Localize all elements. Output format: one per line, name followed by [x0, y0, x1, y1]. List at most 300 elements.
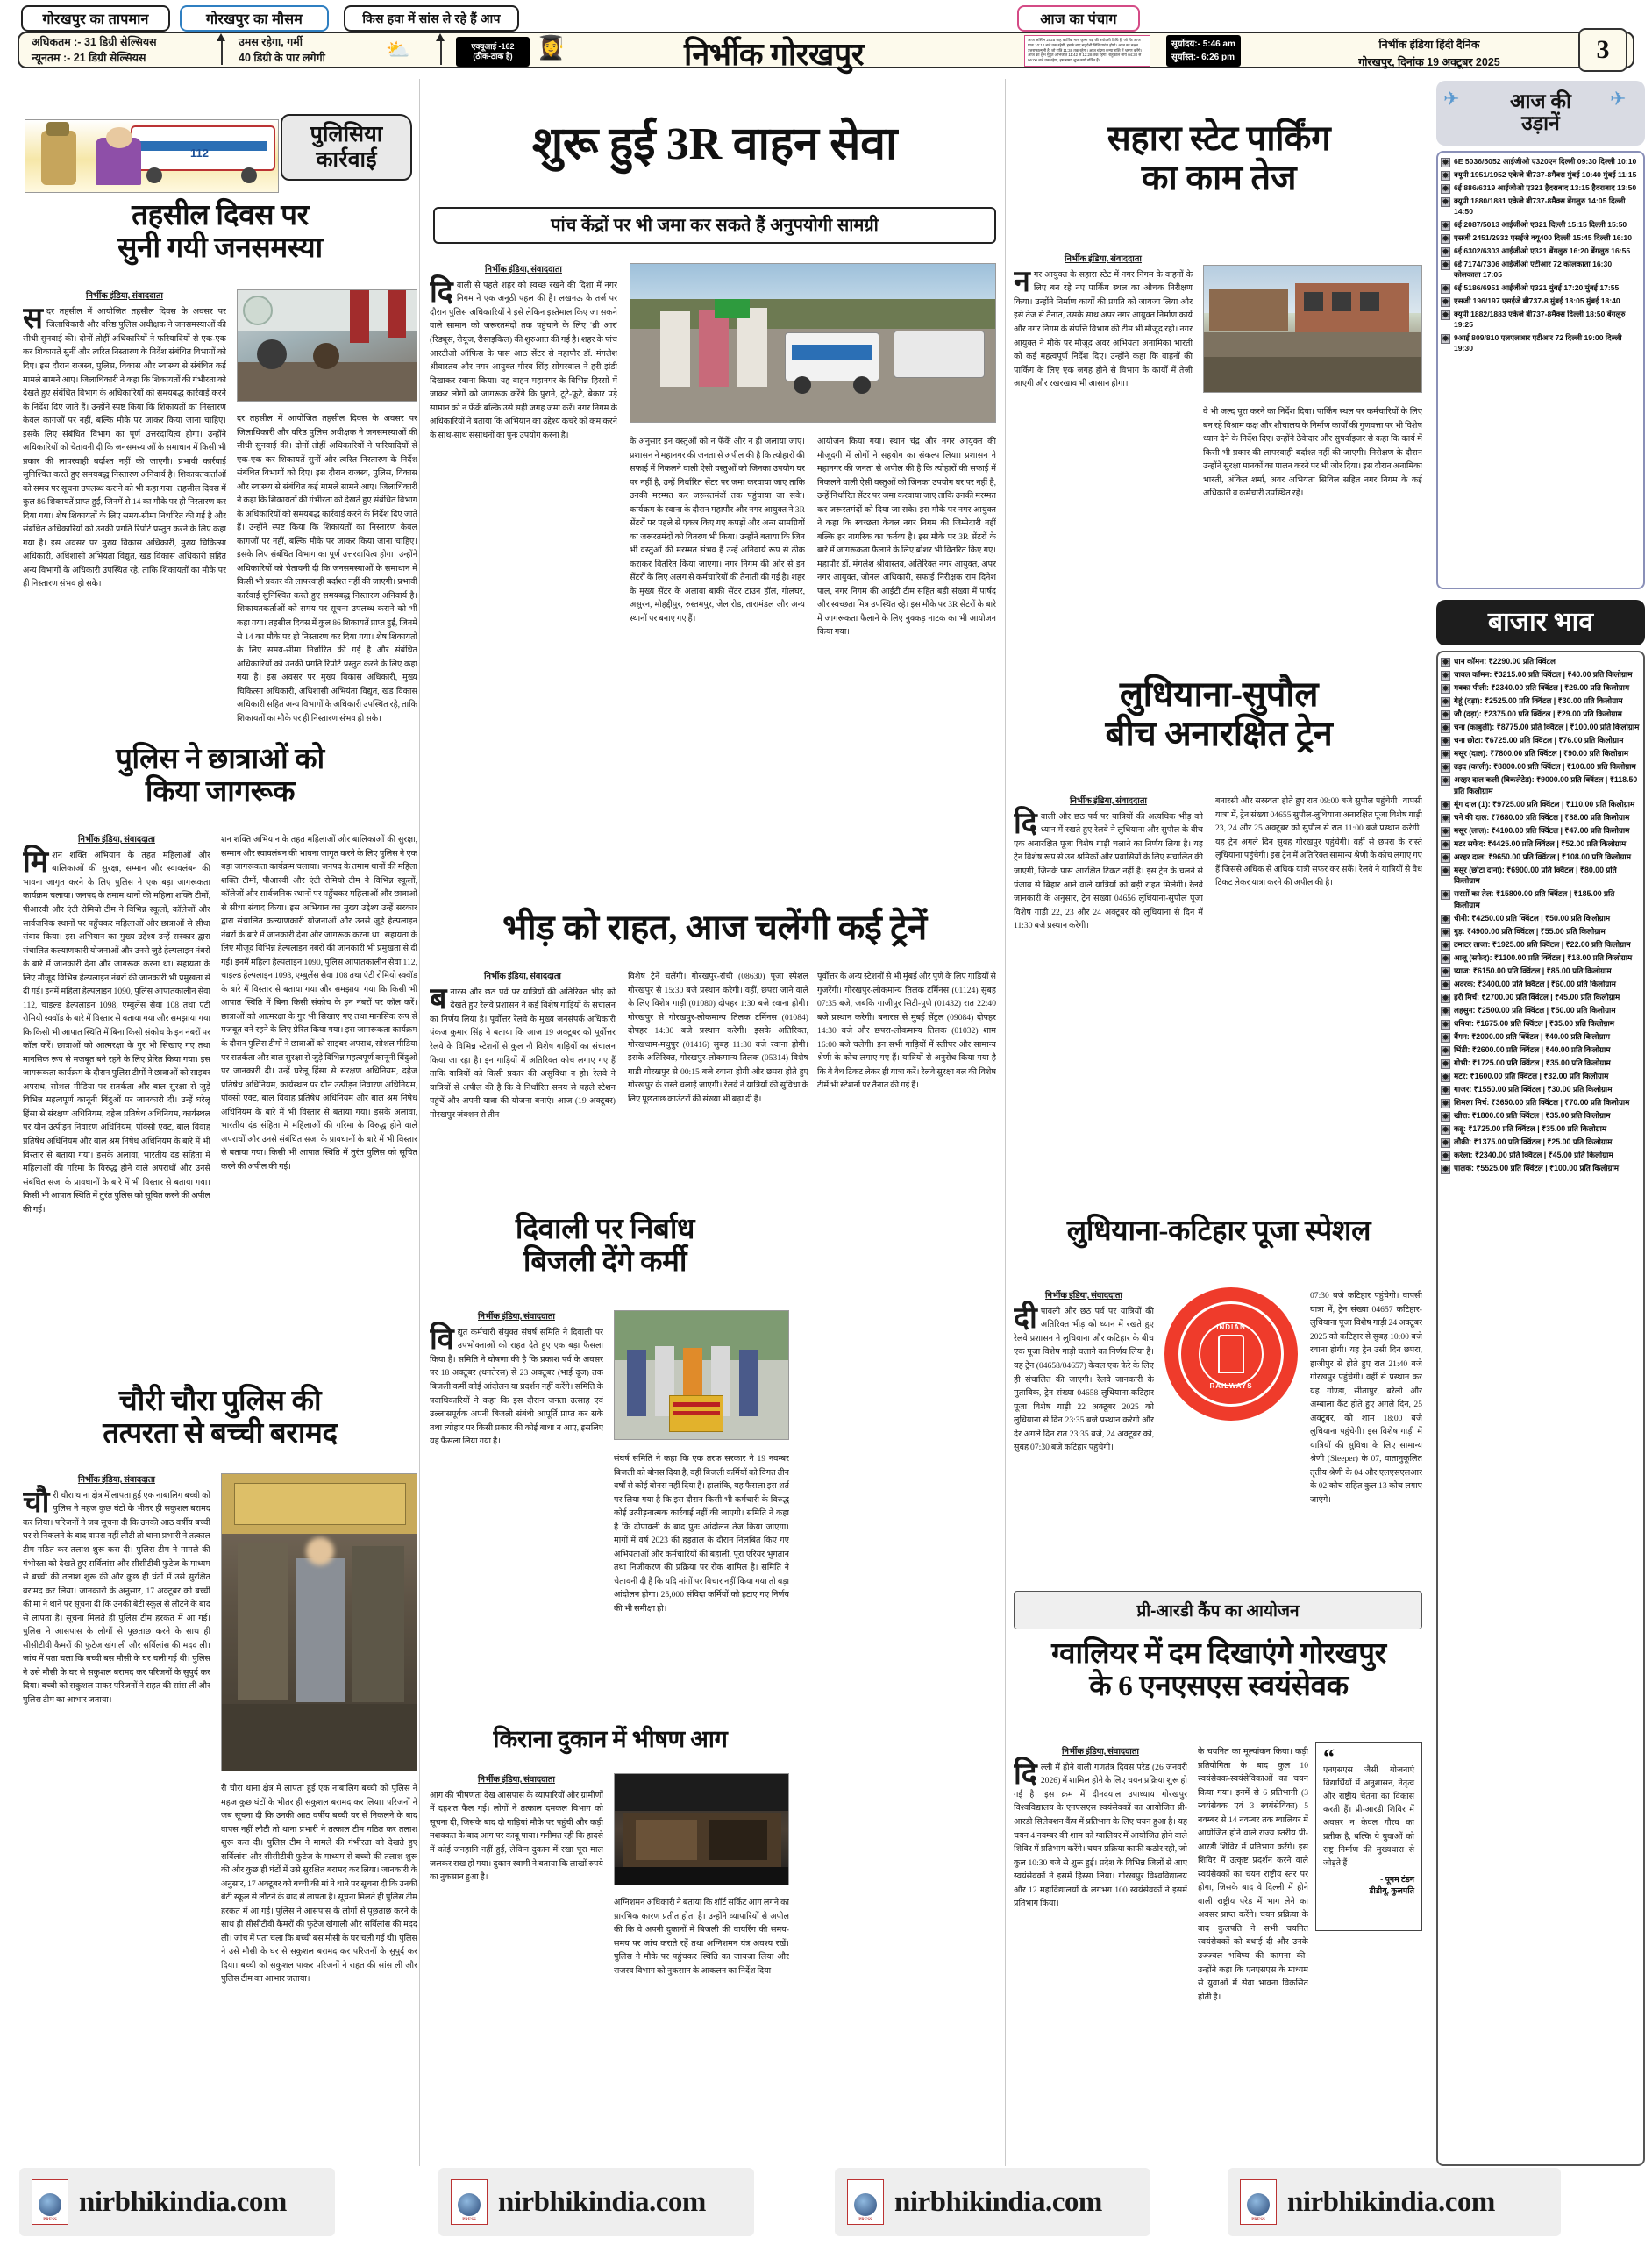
bullet-icon: ✹	[1442, 980, 1449, 989]
list-item[interactable]	[1441, 156, 1641, 167]
column-rule-2	[1005, 79, 1006, 2166]
tab-panchang[interactable]	[1017, 5, 1140, 32]
list-item[interactable]	[1441, 1044, 1641, 1056]
sun-times	[1166, 35, 1241, 67]
flights-banner-l2: उड़ानें	[1521, 112, 1560, 134]
police-cartoon-photo: 112	[25, 119, 279, 193]
list-item[interactable]	[1441, 1005, 1641, 1016]
list-item[interactable]	[1441, 838, 1641, 850]
bullet-icon: ✹	[1442, 890, 1449, 899]
tab-panchang-label: आज का पंचाग	[1040, 12, 1117, 27]
list-item-label: मसूर (छोटा दाना): ₹6900.00 प्रति क्विंटल | ₹80.00 प्रति किलोग्राम	[1454, 865, 1617, 886]
list-item-label: सरसों का तेल: ₹15800.00 प्रति क्विंटल | ₹185.00 प्रति किलोग्राम	[1454, 889, 1615, 909]
list-item[interactable]	[1441, 966, 1641, 977]
list-item-label: उड़द (काली): ₹8800.00 प्रति क्विंटल | ₹100.00 प्रति किलोग्राम	[1454, 762, 1636, 771]
list-item-label: मटर: ₹1600.00 प्रति क्विंटल | ₹32.00 प्रति किलोग्राम	[1454, 1071, 1609, 1080]
footer-bar-3[interactable]	[835, 2168, 1150, 2236]
footer-bar-4[interactable]	[1228, 2168, 1561, 2236]
press-logo-2	[451, 2179, 488, 2225]
quote-mark-icon: “	[1323, 1744, 1335, 1770]
list-item-label: अरहर दाल: ₹9650.00 प्रति क्विंटल | ₹108.00 प्रति किलोग्राम	[1454, 852, 1631, 861]
bullet-icon: ✹	[1442, 914, 1449, 923]
tab-air-quality-label: किस हवा में सांस ले रहे हैं आप	[362, 11, 501, 25]
trains-text-col1: नारस और छठ पर्व पर यात्रियों की अतिरिक्त भीड़ को देखते हुए रेलवे प्रशासन ने कई विशेष गाड़ियों के संचालन का निर्णय लिया है। पूर्वोत्तर रेलवे के मुख्य जनसंपर्क अधिकारी पंकज कुमार सिंह ने बताया कि आज 19 अक्टूबर को पूर्वोत्तर रेलवे के विभिन्न स्टेशनों से कुल नौ विशेष गाड़ियों का संचालन किया जा रहा है। इन गाड़ियों में अतिरिक्त कोच लगाए गए हैं ताकि यात्रियों को किसी प्रकार की असुविधा न हो। रेलवे ने यात्रियों से अपील की है कि वे निर्धारित समय से पहले स्टेशन पहुंचें और अपनी यात्रा की योजना बनाएं। आज (19 अक्टूबर) गोरखपुर जंक्शन से तीन	[430, 987, 616, 1120]
bullet-icon: ✹	[1442, 826, 1449, 836]
left-story2-headline	[23, 744, 417, 809]
list-item[interactable]	[1441, 1123, 1641, 1135]
train1-text-col2: बनारसी और सरस्वता होते हुए रात 09:00 बजे सुपौल पहुंचेगी। वापसी यात्रा में, ट्रेन संख्या 04655 सुपौल-लुधियाना अनारक्षित पूजा विशेष गाड़ी 23, 24 और 25 अक्टूबर को सुपौल से रात 11:00 बजे प्रस्थान करेगी। यह ट्रेन अगले दिन सुबह गोरखपुर पहुंचेगी। वहीं से छपरा के रास्ते लुधियाना पहुंचेगी। इस ट्रेन में अतिरिक्त सामान्य श्रेणी के कोच लगाए गए हैं जिससे अधिक से अधिक यात्री सफर कर सकें। रेलवे ने यात्रियों से वैध टिकट लेकर यात्रा करने की अपील की है।	[1215, 796, 1422, 888]
bullet-icon: ✹	[1442, 723, 1449, 732]
bullet-icon: ✹	[1442, 260, 1449, 269]
left-story2-text: शन शक्ति अभियान के तहत महिलाओं और बालिकाओं की सुरक्षा, सम्मान और स्वावलंबन की भावना जागृत करने के लिए पुलिस ने एक बड़ा जागरूकता कार्यक्रम चलाया। जनपद के तमाम थानों की महिला शक्ति टीमों, पीआरवी और एंटी रोमियो टीम ने विभिन्न स्कूलों, कॉलेजों और सार्वजनिक स्थानों पर पहुँचकर महिलाओं और छात्राओं से सीधा संवाद किया। इस अभियान का मुख्य उद्देश्य उन्हें सरकार द्वारा संचालित कल्याणकारी योजनाओं और उनसे जुड़े हेल्पलाइन नंबरों के बारे में जानकारी देना और जागरूक करना था। सहायता के लिए मौजूद विभिन्न हेल्पलाइन नंबरों की जानकारी भी प्रमुखता से दी गई। इनमें महिला हेल्पलाइन 1090, पुलिस आपातकालीन सेवा 112, चाइल्ड हेल्पलाइन 1098, एम्बुलेंस सेवा 108 तथा एंटी रोमियो स्क्वॉड के बारे में विस्तार से बताया गया और समझाया गया कि किसी भी आपात स्थिति में बिना किसी संकोच के इन नंबरों पर कॉल करें। छात्राओं को आत्मरक्षा के गुर भी सिखाए गए तथा मानसिक रूप से मजबूत बने रहने के लिए प्रेरित किया गया। इस जागरूकता कार्यक्रम के दौरान पुलिस टीमों ने छात्राओं को साइबर अपराध, सोशल मीडिया पर सतर्कता और बाल सुरक्षा से जुड़े विभिन्न महत्वपूर्ण कानूनी बिंदुओं पर जानकारी दी। उन्हें घरेलू हिंसा से संरक्षण अधिनियम, दहेज प्रतिषेध अधिनियम, कार्यस्थल पर यौन उत्पीड़न निवारण अधिनियम, पॉक्सो एक्ट, बाल विवाह प्रतिषेध अधिनियम और बाल श्रम निषेध अधिनियम के बारे में भी विस्तार से बताया गया। इसके अलावा, भारतीय दंड संहिता में महिलाओं की गरिमा के विरुद्ध होने वाले अपराधों और उनसे संबंधित सजा के प्रावधानों के बारे में भी विस्तार से बताया गया। किसी भी आपात स्थिति में तुरंत पुलिस को सूचित करने की अपील की गई।	[23, 850, 210, 1215]
list-item[interactable]	[1441, 1031, 1641, 1043]
left-story2-col1	[23, 833, 210, 1368]
panchang-text: आज अश्विन 2025 माह कार्तिक मास कृष्ण पक्ष की त्रयोदशी तिथि है, जो कि आज प्रातः 10:12 बजे तक रहेगी, इसके बाद चतुर्दशी तिथि प्रारंभ होगी। आज का नक्षत्र उत्तराफाल्गुनी है, जो रात्रि 11:38 तक रहेगा। आज चंद्रमा कन्या राशि में भ्रमण करेंगे। आज का शुभ मुहूर्त अभिजीत 11:42 से 12:28 तक रहेगा। राहुकाल सायं 04:30 से 06:00 बजे तक रहेगा, इस समय शुभ कार्य वर्जित हैं।	[1024, 35, 1150, 67]
list-item-label: कद्दू: ₹1725.00 प्रति क्विंटल | ₹35.00 प्रति किलोग्राम	[1454, 1123, 1607, 1133]
list-item[interactable]	[1441, 309, 1641, 331]
press-logo-3	[847, 2179, 884, 2225]
market-banner: बाजार भाव	[1436, 600, 1645, 645]
left-story3-text: री चौरा थाना क्षेत्र में लापता हुई एक नाबालिग बच्ची को पुलिस ने महज कुछ घंटों के भीतर ही सकुशल बरामद कर लिया। परिजनों ने जब सूचना दी कि उनकी आठ वर्षीय बच्ची घर से निकलने के बाद वापस नहीं लौटी तो थाना प्रभारी ने तत्काल टीम गठित कर तलाश शुरू करा दी। पुलिस टीम ने मामले की गंभीरता को देखते हुए सर्विलांस और सीसीटीवी फुटेज के माध्यम से बच्ची की तलाश शुरू की और कुछ ही घंटों में उसे सुरक्षित बरामद कर लिया। जानकारी के अनुसार, 17 अक्टूबर को बच्ची की मां ने थाने पर सूचना दी कि उनकी बेटी स्कूल से लौटने के बाद से लापता है। सूचना मिलते ही पुलिस टीम हरकत में आ गई। पुलिस ने आसपास के लोगों से पूछताछ करने के साथ ही सीसीटीवी कैमरों की फुटेज खंगाली और सर्विलांस की मदद ली। जांच में पता चला कि बच्ची बस मौसी के घर चली गई थी। पुलिस ने उसे मौसी के घर से सकुशल बरामद कर परिजनों के सुपुर्द कर दिया। बच्ची को सकुशल पाकर परिजनों ने राहत की सांस ली और पुलिस टीम का आभार जताया।	[23, 1490, 210, 1705]
list-item-label: गेहूं (दड़ा): ₹2525.00 प्रति क्विंटल | ₹30.00 प्रति किलोग्राम	[1454, 696, 1623, 705]
list-item[interactable]	[1441, 296, 1641, 307]
list-item[interactable]	[1441, 182, 1641, 194]
column-rule-1	[419, 79, 420, 2166]
bullet-icon: ✹	[1442, 800, 1449, 809]
boy-breathing-icon: 👩‍🎓	[537, 35, 566, 61]
left-story3-headline-l1: चौरी चौरा पुलिस की	[118, 1386, 322, 1417]
list-item-label: एसजी 196/197 एसईजे बी737-8 मुंबई 18:05 मुंबई 18:40	[1454, 296, 1620, 305]
bullet-icon: ✹	[1442, 710, 1449, 719]
press-logo-disc-4	[1247, 2193, 1270, 2216]
press-logo-caption-3: PRESS	[858, 2218, 872, 2222]
bullet-icon: ✹	[1442, 1072, 1449, 1081]
cartoon-caption-badge	[281, 114, 412, 181]
train1-headline-l1: लुधियाना-सुपौल	[1119, 674, 1319, 714]
bullet-icon: ✹	[1442, 1058, 1449, 1068]
lead-col1	[430, 263, 617, 886]
nss-text-col1: ल्ली में होने वाली गणतंत्र दिवस परेड (26 जनवरी 2026) में शामिल होने के लिए चयन प्रक्रिया शुरू हो गई है। इस क्रम में दीनदयाल उपाध्याय गोरखपुर विश्वविद्यालय के एनएसएस स्वयंसेवकों का आयोजित प्री-आरडी सिलेक्शन कैंप में प्रतिभाग के लिए चयन हुआ है। यह चयन 4 नवम्बर की शाम को ग्वालियर में आयोजित होने वाले शिविर में प्रतिभाग करेंगे। चयन प्रक्रिया काफी कठोर रही, जो कुल 10:30 बजे से शुरू हुई। प्रदेश के विभिन्न जिलों से आए स्वयंसेवकों ने इसमें हिस्सा लिया। गोरखपुर विश्वविद्यालय और 12 महाविद्यालयों के लगभग 100 स्वयंसेवकों ने इसमें प्रतिभाग किया।	[1014, 1762, 1187, 1909]
sunrise-time: सूर्योदय:- 5:46 am	[1171, 39, 1235, 49]
bullet-icon: ✹	[1442, 310, 1449, 319]
footer-url-2[interactable]: nirbhikindia.com	[498, 2185, 706, 2218]
parking-site-photo	[1203, 265, 1422, 393]
quote-text: एनएसएस जैसी योजनाएं विद्यार्थियों में अनुशासन, नेतृत्व और राष्ट्रीय चेतना का विकास करती हैं। प्री-आरडी शिविर में अवसर न केवल गौरव का प्रतीक है, बल्कि ये युवाओं को राष्ट्र निर्माण की मुख्यधारा से जोड़ते हैं।	[1323, 1765, 1414, 1868]
press-logo-disc-3	[854, 2193, 877, 2216]
footer-url-4[interactable]: nirbhikindia.com	[1287, 2185, 1495, 2218]
airplane-icon-right: ✈	[1610, 88, 1627, 110]
footer-url-3[interactable]: nirbhikindia.com	[894, 2185, 1102, 2218]
edition-info	[1289, 37, 1570, 69]
list-item[interactable]	[1441, 735, 1641, 746]
list-item-label: क्यूपी 1951/1952 एकेजे बी737-8मैक्स मुंबई 10:40 मुंबई 11:15	[1454, 170, 1637, 179]
trains-byline: निर्भीक इंडिया, संवाददाता	[484, 972, 561, 981]
weather-line-2: 40 डिग्री के पार लगेगी	[239, 52, 325, 64]
train2-text-col2: 07:30 बजे कटिहार पहुंचेगी। वापसी यात्रा में, ट्रेन संख्या 04657 कटिहार-लुधियाना पूजा विशेष गाड़ी 24 अक्टूबर 2025 को कटिहार से सुबह 10:00 बजे रवाना होगी। यह ट्रेन उसी दिन छपरा, हाजीपुर से होते हुए रात 21:40 बजे गोरखपुर पहुंचेगी। वहीं से प्रस्थान कर यह गोण्डा, सीतापुर, बरेली और अम्बाला कैंट होते हुए अगले दिन, 25 अक्टूबर, को शाम 18:00 बजे लुधियाना पहुंचेगी। इस विशेष गाड़ी में यात्रियों की सुविधा के लिए सामान्य श्रेणी (Sleeper) के 07, वातानुकूलित तृतीय श्रेणी के 04 और एलएसएलआर के 02 कोच सहित कुल 13 कोच लगाए जाएंगे।	[1310, 1291, 1422, 1505]
left-story1-byline: निर्भीक इंडिया, संवाददाता	[86, 291, 163, 301]
list-item[interactable]	[1441, 196, 1641, 217]
masthead-title: निर्भीक गोरखपुर	[684, 37, 865, 72]
list-item-label: लहसुन: ₹2500.00 प्रति क्विंटल | ₹50.00 प्रति किलोग्राम	[1454, 1005, 1616, 1015]
list-item-label: 6ई 5186/6951 आईजीओ ए321 मुंबई 17:20 मुंबई 17:55	[1454, 282, 1620, 292]
fire-col1	[430, 1773, 603, 2168]
list-item-label: मसूर (दाल): ₹7800.00 प्रति क्विंटल | ₹90.00 प्रति किलोग्राम	[1454, 749, 1629, 758]
bullet-icon: ✹	[1442, 750, 1449, 759]
bullet-icon: ✹	[1442, 1019, 1449, 1029]
cartoon-caption-l1: पुलिसिया	[310, 122, 383, 146]
list-item[interactable]	[1441, 1071, 1641, 1082]
bullet-icon: ✹	[1442, 852, 1449, 862]
left-story3-byline: निर्भीक इंडिया, संवाददाता	[78, 1475, 155, 1485]
list-item[interactable]	[1441, 1110, 1641, 1122]
police-recovery-photo	[221, 1473, 417, 1771]
press-logo-4	[1240, 2179, 1277, 2225]
bullet-icon: ✹	[1442, 737, 1449, 745]
bullet-icon: ✹	[1442, 763, 1449, 772]
list-item[interactable]	[1441, 282, 1641, 294]
bullet-icon: ✹	[1442, 333, 1449, 343]
trains-text-col2: विशेष ट्रेनें चलेंगी। गोरखपुर-रांची (08630) पूजा स्पेशल गोरखपुर से 15:30 बजे प्रस्थान करेगी। वहीं, छपरा जाने वाले के लिए विशेष गाड़ी (01080) दोपहर 1:30 बजे रवाना होगी। गोरखपुर से गोरखपुर-लोकमान्य तिलक टर्मिनस (01084) दोपहर 14:30 बजे प्रस्थान करेगी। इसके अतिरिक्त, गोरखधाम-मधुपुर (01416) सुबह 11:30 बजे रवाना होगी। इसके अतिरिक्त, गोरखपुर-लोकमान्य तिलक (05314) विशेष गाड़ी गोरखपुर से 00:15 बजे रवाना होगी और छपरा होते हुए गोरखपुर के रास्ते चलाई जाएगी। रेलवे ने यात्रियों की सुविधा के लिए पूछताछ काउंटरों की संख्या भी बढ़ा दी है।	[628, 972, 808, 1104]
fire-byline: निर्भीक इंडिया, संवाददाता	[478, 1775, 555, 1785]
list-item[interactable]	[1441, 852, 1641, 863]
left-story2-headline-l2: किया जागरूक	[145, 775, 296, 808]
flag-off-photo	[630, 263, 996, 423]
list-item[interactable]	[1441, 232, 1641, 244]
bullet-icon: ✹	[1442, 927, 1449, 937]
footer-url-1[interactable]: nirbhikindia.com	[79, 2185, 287, 2218]
left-story1-headline	[23, 200, 417, 265]
train1-byline: निर्भीक इंडिया, संवाददाता	[1070, 796, 1147, 806]
diwali-col2	[614, 1452, 789, 1714]
aqi-badge	[456, 37, 530, 67]
tab-temperature[interactable]	[21, 5, 170, 32]
list-item-label: आलू (सफेद): ₹1100.00 प्रति क्विंटल | ₹18.00 प्रति किलोग्राम	[1454, 952, 1633, 962]
diwali-text-col1: द्युत कर्मचारी संयुक्त संघर्ष समिति ने दिवाली पर उपभोक्ताओं को राहत देते हुए एक बड़ा फैसला किया है। समिति ने घोषणा की है कि प्रकाश पर्व के अवसर पर 18 अक्टूबर (धनतेरस) से 23 अक्टूबर (भाई दूज) तक बिजली कर्मी कोई आंदोलन या प्रदर्शन नहीं करेंगे। समिति के पदाधिकारियों ने कहा कि इस दौरान जनता उत्साह एवं उल्लासपूर्वक अपनी बिजली संबंधी आपूर्ति प्राप्त कर सके तथा त्योहार पर किसी प्रकार की कोई बाधा न आए, इसलिए यह फैसला लिया गया है।	[430, 1327, 603, 1447]
left-story2-byline: निर्भीक इंडिया, संवाददाता	[78, 835, 155, 845]
list-item-label: अरहर दाल कली (विकलेटेड): ₹9000.00 प्रति क्विंटल | ₹118.50 प्रति किलोग्राम	[1454, 775, 1638, 795]
list-item[interactable]	[1441, 1084, 1641, 1095]
sunset-time: सूर्यास्त:- 6:26 pm	[1171, 53, 1235, 62]
left-story3-col2	[221, 1782, 417, 2166]
left-story2-col2	[221, 833, 417, 1368]
list-item-label: गुड़: ₹4900.00 प्रति क्विंटल | ₹55.00 प्रति किलोग्राम	[1454, 926, 1606, 936]
list-item[interactable]	[1441, 259, 1641, 281]
list-item[interactable]	[1441, 332, 1641, 354]
list-item-label: मूंग दाल (1): ₹9725.00 प्रति क्विंटल | ₹110.00 प्रति किलोग्राम	[1454, 799, 1635, 809]
bullet-icon: ✹	[1442, 1111, 1449, 1121]
weather-readout	[239, 33, 325, 67]
airplane-icon-left: ✈	[1443, 88, 1460, 110]
left-story2-text-cont: शन शक्ति अभियान के तहत महिलाओं और बालिकाओं की सुरक्षा, सम्मान और स्वावलंबन की भावना जागृत करने के लिए पुलिस ने एक बड़ा जागरूकता कार्यक्रम चलाया। जनपद के तमाम थानों की महिला शक्ति टीमों, पीआरवी और एंटी रोमियो टीम ने विभिन्न स्कूलों, कॉलेजों और सार्वजनिक स्थानों पर पहुँचकर महिलाओं और छात्राओं से सीधा संवाद किया। इस अभियान का मुख्य उद्देश्य उन्हें सरकार द्वारा संचालित कल्याणकारी योजनाओं और उनसे जुड़े हेल्पलाइन नंबरों के बारे में जानकारी देना और जागरूक करना था। सहायता के लिए मौजूद विभिन्न हेल्पलाइन नंबरों की जानकारी भी प्रमुखता से दी गई। इनमें महिला हेल्पलाइन 1090, पुलिस आपातकालीन सेवा 112, चाइल्ड हेल्पलाइन 1098, एम्बुलेंस सेवा 108 तथा एंटी रोमियो स्क्वॉड के बारे में विस्तार से बताया गया और समझाया गया कि किसी भी आपात स्थिति में बिना किसी संकोच के इन नंबरों पर कॉल करें। छात्राओं को आत्मरक्षा के गुर भी सिखाए गए तथा मानसिक रूप से मजबूत बने रहने के लिए प्रेरित किया गया। इस जागरूकता कार्यक्रम के दौरान पुलिस टीमों ने छात्राओं को साइबर अपराध, सोशल मीडिया पर सतर्कता और बाल सुरक्षा से जुड़े विभिन्न महत्वपूर्ण कानूनी बिंदुओं पर जानकारी दी। उन्हें घरेलू हिंसा से संरक्षण अधिनियम, दहेज प्रतिषेध अधिनियम, कार्यस्थल पर यौन उत्पीड़न निवारण अधिनियम, पॉक्सो एक्ट, बाल विवाह प्रतिषेध अधिनियम और बाल श्रम निषेध अधिनियम के बारे में भी विस्तार से बताया गया। इसके अलावा, भारतीय दंड संहिता में महिलाओं की गरिमा के विरुद्ध होने वाले अपराधों और उनसे संबंधित सजा के प्रावधानों के बारे में भी विस्तार से बताया गया। किसी भी आपात स्थिति में तुरंत पुलिस को सूचित करने की अपील की गई।	[221, 835, 417, 1172]
lead-dropcap: दि	[430, 275, 453, 309]
tab-air-quality[interactable]	[344, 5, 519, 32]
diwali-headline	[430, 1214, 780, 1279]
press-logo-disc-1	[39, 2193, 61, 2216]
nss-byline: निर्भीक इंडिया, संवाददाता	[1062, 1747, 1139, 1757]
bullet-icon: ✹	[1442, 296, 1449, 306]
nss-headline-l1: ग्वालियर में दम दिखाएंगे गोरखपुर	[1051, 1638, 1386, 1670]
list-item[interactable]	[1441, 1150, 1641, 1161]
quote-attribution-line1: - पूनम टंडन	[1380, 1876, 1414, 1885]
bullet-icon: ✹	[1442, 1045, 1449, 1055]
diwali-headline-l2: बिजली देंगे कर्मी	[523, 1245, 687, 1278]
quote-attribution-line2: डीडीयू, कुलपति	[1369, 1887, 1414, 1897]
train1-dropcap: दि	[1014, 807, 1037, 840]
list-item-label: प्याज: ₹6150.00 प्रति क्विंटल | ₹85.00 प्रति किलोग्राम	[1454, 966, 1612, 975]
list-item-label: अदरक: ₹3400.00 प्रति क्विंटल | ₹60.00 प्रति किलोग्राम	[1454, 979, 1616, 988]
fire-headline: किराना दुकान में भीषण आग	[493, 1726, 728, 1752]
trains-col2	[628, 970, 808, 1196]
left-story3-headline-l2: तत्परता से बच्ची बरामद	[103, 1417, 338, 1450]
left-story3-text-cont: री चौरा थाना क्षेत्र में लापता हुई एक नाबालिग बच्ची को पुलिस ने महज कुछ घंटों के भीतर ही सकुशल बरामद कर लिया। परिजनों ने जब सूचना दी कि उनकी आठ वर्षीय बच्ची घर से निकलने के बाद वापस नहीं लौटी तो थाना प्रभारी ने तत्काल टीम गठित कर तलाश शुरू करा दी। पुलिस टीम ने मामले की गंभीरता को देखते हुए सर्विलांस और सीसीटीवी फुटेज के माध्यम से बच्ची की तलाश शुरू की और कुछ ही घंटों में उसे सुरक्षित बरामद कर लिया। जानकारी के अनुसार, 17 अक्टूबर को बच्ची की मां ने थाने पर सूचना दी कि उनकी बेटी स्कूल से लौटने के बाद से लापता है। सूचना मिलते ही पुलिस टीम हरकत में आ गई। पुलिस ने आसपास के लोगों से पूछताछ करने के साथ ही सीसीटीवी कैमरों की फुटेज खंगाली और सर्विलांस की मदद ली। जांच में पता चला कि बच्ची बस मौसी के घर चली गई थी। पुलिस ने उसे मौसी के घर से सकुशल बरामद कर परिजनों के सुपुर्द कर दिया। बच्ची को सकुशल पाकर परिजनों ने राहत की सांस ली और पुलिस टीम का आभार जताया।	[221, 1784, 417, 1985]
bullet-icon: ✹	[1442, 993, 1449, 1002]
list-item[interactable]	[1441, 1137, 1641, 1148]
list-item[interactable]	[1441, 169, 1641, 181]
bullet-icon: ✹	[1442, 171, 1449, 180]
parking-byline: निर्भीक इंडिया, संवाददाता	[1065, 254, 1142, 264]
bullet-icon: ✹	[1442, 776, 1449, 785]
left-story1-col2	[237, 412, 417, 738]
list-item-label: खीरा: ₹1800.00 प्रति क्विंटल | ₹35.00 प्रति किलोग्राम	[1454, 1110, 1611, 1120]
list-item-label: मसूर (लाल): ₹4100.00 प्रति क्विंटल | ₹47.00 प्रति किलोग्राम	[1454, 825, 1630, 835]
lead-headline: शुरू हुई 3R वाहन सेवा	[531, 119, 898, 169]
trains-headline: भीड़ को राहत, आज चलेंगी कई ट्रेनें	[502, 908, 927, 947]
lead-text-col2: के अनुसार इन वस्तुओं को न फेंकें और न ही जलाया जाए। प्रशासन ने महानगर की जनता से अपील की है कि त्योहारों की सफाई में निकलने वाली ऐसी वस्तुओं को जिनका उपयोग घर पर नहीं है, उन्हें निर्धारित सेंटर पर जमा करवाया जाए ताकि उनकी मरम्मत कर जरूरतमंदों तक पहुंचाया जा सके। कार्यक्रम के रवाना के दौरान महापौर और नगर आयुक्त ने 3R सेंटरों पर पहले से एकत्र किए गए कपड़ों और अन्य सामग्रियों का जरूरतमंदों को वितरण भी किया। उन्होंने बताया कि जिन भी वस्तुओं की मरम्मत संभव है उन्हें अनिवार्य रूप से ठीक कराकर वितरित किया जाएगा। नगर निगम की ओर से इन सेंटरों के लिए अलग से कर्मचारियों की तैनाती की गई है। शहर के मुख्य सेंटर के अलावा बाकी सेंटर टाउन हॉल, गोलघर, असुरन, मोहद्दीपुर, रुस्तमपुर, जेल रोड, तारामंडल और अन्य स्थानों पर बनाए गए हैं।	[630, 437, 805, 624]
fire-text-col2: अग्निशमन अधिकारी ने बताया कि शॉर्ट सर्किट आग लगने का प्रारंभिक कारण प्रतीत होता है। उन्होंने व्यापारियों से अपील की कि वे अपनी दुकानों में बिजली की वायरिंग की समय-समय पर जांच कराते रहें तथा अग्निशमन यंत्र अवश्य रखें। पुलिस ने मौके पर पहुंचकर स्थिति का जायजा लिया और राजस्व विभाग को नुकसान के आकलन का निर्देश दिया।	[614, 1898, 789, 1976]
list-item-label: 6ई 886/6319 आईजीओ ए321 हैदराबाद 13:15 हैदराबाद 13:50	[1454, 183, 1637, 192]
parking-dropcap: न	[1014, 265, 1030, 298]
list-item[interactable]	[1441, 926, 1641, 937]
left-story1-text-cont: दर तहसील में आयोजित तहसील दिवस के अवसर पर जिलाधिकारी और वरिष्ठ पुलिस अधीक्षक ने जनसमस्याओं की सीधी सुनवाई की। दोनों तोहीं अधिकारियों ने फरियादियों से एक-एक कर शिकायतें सुनीं और त्वरित निस्तारण के निर्देश संबंधित विभागों को दिए। इस दौरान राजस्व, पुलिस, विकास और स्वास्थ्य से संबंधित कई मामले सामने आए। जिलाधिकारी ने कहा कि शिकायतों की गंभीरता को देखते हुए संबंधित विभाग के अधिकारियों को समयबद्ध कार्रवाई करने के निर्देश दिए जाते हैं। उन्होंने स्पष्ट किया कि शिकायतों का निस्तारण केवल कागजों पर नहीं, बल्कि मौके पर जाकर किया जाना चाहिए। इसके लिए संबंधित विभाग का पूर्ण उत्तरदायित्व होगा। उन्होंने अधिकारियों को चेतावनी दी कि जनसमस्याओं के समाधान में किसी भी प्रकार की लापरवाही बर्दाश्त नहीं की जाएगी। प्रभावी कार्रवाई सुनिश्चित करते हुए समयबद्ध निस्तारण अनिवार्य है। शिकायतकर्ताओं को समय पर सूचना उपलब्ध कराने को भी कहा गया। तहसील दिवस में कुल 86 शिकायतें प्राप्त हुईं, जिनमें से 14 का मौके पर ही निस्तारण कर दिया गया। शेष शिकायतों के लिए समय-सीमा निर्धारित की गई है और संबंधित अधिकारियों को उनकी प्रगति रिपोर्ट प्रस्तुत करने के लिए कहा गया है। इस अवसर पर मुख्य विकास अधिकारी, मुख्य चिकित्सा अधिकारी, अधिशासी अभियंता विद्युत, खंड विकास अधिकारी सहित अन्य विभागों के अधिकारी उपस्थित रहे, ताकि शिकायतों का मौके पर ही निस्तारण संभव हो सके।	[237, 414, 417, 723]
left-story3-col1	[23, 1473, 210, 2166]
parking-col2	[1203, 405, 1422, 656]
list-item[interactable]	[1441, 695, 1641, 707]
nss-col2	[1198, 1745, 1308, 2166]
nss-headline-l2: के 6 एनएसएस स्वयंसेवक	[1089, 1670, 1349, 1702]
fire-text-col1: आग की भीषणता देख आसपास के व्यापारियों और ग्रामीणों में दहशत फैल गई। लोगों ने तत्काल दमकल विभाग को सूचना दी, जिसके बाद दो गाड़ियां मौके पर पहुंचीं और कड़ी मशक्कत के बाद आग पर काबू पाया। गनीमत रही कि हादसे में कोई जनहानि नहीं हुई, लेकिन दुकान में रखा पूरा माल जलकर राख हो गया। दुकान स्वामी ने बताया कि लाखों रुपये का नुकसान हुआ है।	[430, 1790, 603, 1883]
list-item-label: चना छोटा: ₹6725.00 प्रति क्विंटल | ₹76.00 प्रति किलोग्राम	[1454, 736, 1624, 745]
press-logo-disc-2	[458, 2193, 481, 2216]
list-item-label: चने की दाल: ₹7680.00 प्रति क्विंटल | ₹88.00 प्रति किलोग्राम	[1454, 812, 1630, 822]
list-item[interactable]	[1441, 761, 1641, 773]
list-item[interactable]	[1441, 246, 1641, 257]
flights-list[interactable]	[1436, 151, 1645, 589]
nss-headline	[1014, 1638, 1424, 1703]
bullet-icon: ✹	[1442, 684, 1449, 693]
temp-min: न्यूनतम :- 21 डिग्री सेल्सियस	[32, 52, 146, 64]
train2-text-col1: पावली और छठ पर्व पर यात्रियों की अतिरिक्त भीड़ को ध्यान में रखते हुए रेलवे प्रशासन ने लुधियाना और कटिहार के बीच एक पूजा विशेष गाड़ी चलाने का निर्णय लिया है। यह ट्रेन (04658/04657) केवल एक फेरे के लिए ही संचालित की जाएगी। रेलवे जानकारी के मुताबिक, ट्रेन संख्या 04658 लुधियाना-कटिहार पूजा विशेष गाड़ी 22 अक्टूबर 2025 को लुधियाना से दिन 23:35 बजे प्रस्थान करेगी और देर अगले दिन रात 23:35 बजे, 24 अक्टूबर को, सुबह 07:30 बजे कटिहार पहुंचेगी।	[1014, 1306, 1154, 1453]
list-item-label: चीनी: ₹4250.00 प्रति क्विंटल | ₹50.00 प्रति किलोग्राम	[1454, 913, 1611, 923]
bullet-icon: ✹	[1442, 220, 1449, 230]
list-item[interactable]	[1441, 669, 1641, 681]
list-item-label: भिंडी: ₹2600.00 प्रति क्विंटल | ₹40.00 प्रति किलोग्राम	[1454, 1044, 1611, 1054]
left-story3-headline	[23, 1386, 417, 1450]
weather-line-1: उमस रहेगा, गर्मी	[239, 35, 303, 48]
list-item-label: गाजर: ₹1550.00 प्रति क्विंटल | ₹30.00 प्रति किलोग्राम	[1454, 1084, 1613, 1094]
left-story2-headline-l1: पुलिस ने छात्राओं को	[116, 744, 324, 775]
list-item-label: 6ई 2087/5013 आईजीओ ए321 दिल्ली 15:15 दिल्ली 15:50	[1454, 219, 1627, 229]
parking-text-col2: वे भी जल्द पूरा करने का निर्देश दिया। पार्किंग स्थल पर कर्मचारियों के लिए बन रहे विश्राम कक्ष और शौचालय के निर्माण कार्यों की गुणवत्ता पर भी विशेष ध्यान देने के निर्देश दिए। उन्होंने ठेकेदार और सुपर्वाइजर से कहा कि कार्य में किसी भी प्रकार की लापरवाही बर्दाश्त नहीं की जाएगी। निरीक्षण के दौरान उन्होंने सुरक्षा मानकों का पालन करने पर भी जोर दिया। इस दौरान अनामिका भारती, अंकित शर्मा, अवर अभियंता सिविल सहित नगर निगम के कई अधिकारी व कर्मचारी उपस्थित रहे।	[1203, 407, 1422, 499]
arrow-up-icon-2	[436, 33, 445, 41]
list-item[interactable]	[1441, 774, 1641, 797]
list-item-label: 6ई 7174/7306 आईजीओ एटीआर 72 कोलकाता 16:30 कोलकाता 17:05	[1454, 259, 1613, 280]
list-item-label: चावल कॉमन: ₹3215.00 प्रति क्विंटल | ₹40.00 प्रति किलोग्राम	[1454, 670, 1633, 679]
list-item[interactable]	[1441, 865, 1641, 887]
top-info-strip	[0, 0, 1652, 72]
list-item[interactable]	[1441, 722, 1641, 733]
list-item-label: मक्का पीली: ₹2340.00 प्रति क्विंटल | ₹29.00 प्रति किलोग्राम	[1454, 683, 1630, 692]
list-item-label: 9आई 809/810 एलएलआर एटीआर 72 दिल्ली 19:00 दिल्ली 19:30	[1454, 332, 1622, 353]
left-story2-dropcap: मि	[23, 845, 49, 879]
trains-text-col3: पूर्वोत्तर के अन्य स्टेशनों से भी मुंबई और पुणे के लिए गाड़ियों से गुजरेंगी। गोरखपुर-लोकमान्य तिलक टर्मिनस (01124) सुबह 07:35 बजे, जबकि गाजीपुर सिटी-पुणे (01432) रात 22:40 बजे प्रस्थान करेगी। बनारस से मुंबई सेंट्रल (09084) दोपहर 14:30 बजे और छपरा-लोकमान्य तिलक (01032) शाम 16:00 बजे चलेगी। इन सभी गाड़ियों में स्लीपर और सामान्य श्रेणी के कोच लगाए गए हैं। यात्रियों से अनुरोध किया गया है कि वे वैध टिकट लेकर ही यात्रा करें। रेलवे सुरक्षा बल की विशेष टीमें भी स्टेशनों पर तैनात की गई हैं।	[817, 972, 996, 1091]
list-item-label: जौ (दड़ा): ₹2375.00 प्रति क्विंटल | ₹29.00 प्रति किलोग्राम	[1454, 709, 1622, 718]
bullet-icon: ✹	[1442, 1137, 1449, 1147]
diwali-text-col2: संघर्ष समिति ने कहा कि एक तरफ सरकार ने 19 नवम्बर बिजली को बोनस दिया है, वहीं बिजली कर्मियों को विगत तीन वर्षों से कोई बोनस नहीं दिया है। हालांकि, यह फैसला इस शर्त पर लिया गया है कि इस दौरान किसी भी कर्मचारी के विरुद्ध कोई उत्पीड़नात्मक कार्रवाई नहीं की जाएगी। समिति ने कहा है कि दीपावली के बाद पुनः आंदोलन तेज किया जाएगा। मांगों में वर्ष 2023 की हड़ताल के दौरान निलंबित किए गए अभियंताओं और कर्मचारियों की बहाली, पूरा एरियर भुगतान तथा निजीकरण की प्रक्रिया पर रोक शामिल है। समिति ने चेतावनी दी है कि यदि मांगों पर विचार नहीं किया गया तो बड़ा आंदोलन होगा। 25,000 संविदा कर्मियों को हटाए गए निर्णय की भी समीक्षा हो।	[614, 1454, 789, 1614]
lead-kicker: पांच केंद्रों पर भी जमा कर सकते हैं अनुपयोगी सामग्री	[433, 207, 996, 244]
prearadi-banner: प्री-आरडी कैंप का आयोजन	[1014, 1591, 1422, 1629]
parking-headline-l1: सहारा स्टेट पार्किंग	[1107, 118, 1331, 158]
list-item-label: 6ई 6302/6303 आईजीओ ए321 बेंगलुरु 16:20 बेंगलुरु 16:55	[1454, 246, 1631, 255]
bullet-icon: ✹	[1442, 1098, 1449, 1108]
left-story1-headline-l1: तहसील दिवस पर	[132, 200, 309, 232]
list-item[interactable]	[1441, 939, 1641, 951]
bullet-icon: ✹	[1442, 1124, 1449, 1134]
list-item-label: टमाटर ताजा: ₹1925.00 प्रति क्विंटल | ₹22.00 प्रति किलोग्राम	[1454, 939, 1631, 949]
list-item[interactable]	[1441, 799, 1641, 810]
list-item[interactable]	[1441, 1018, 1641, 1030]
train2-dropcap: दी	[1014, 1301, 1037, 1335]
train1-headline-l2: बीच अनारक्षित ट्रेन	[1105, 713, 1333, 753]
sun-cloud-icon: ⛅	[386, 39, 410, 61]
bullet-icon: ✹	[1442, 1085, 1449, 1094]
tehsil-meeting-photo	[237, 289, 417, 402]
bullet-icon: ✹	[1442, 940, 1449, 950]
list-item-label: बैंगन: ₹2000.00 प्रति क्विंटल | ₹40.00 प्रति किलोग्राम	[1454, 1031, 1610, 1041]
left-story3-dropcap: चौ	[23, 1486, 50, 1519]
temp-max: अधिकतम :- 31 डिग्री सेल्सियस	[32, 35, 157, 48]
list-item-label: क्यूपी 1882/1883 एकेजे बी737-8मैक्स दिल्ली 18:50 बेंगलुरु 19:25	[1454, 309, 1626, 330]
list-item[interactable]	[1441, 1163, 1641, 1174]
list-item[interactable]	[1441, 812, 1641, 823]
nss-text-col2: के चयनित का मूल्यांकन किया। कड़ी प्रतियोगिता के बाद कुल 10 स्वयंसेवक-स्वयंसेविकाओं का चयन किया गया। इनमें से 6 प्रतिभागी (3 स्वयंसेवक एवं 3 स्वयंसेविका) 5 नवम्बर से 14 नवम्बर तक ग्वालियर में आयोजित होने वाले राज्य स्तरीय प्री-आरडी शिविर में प्रतिभाग करेंगे। इस शिविर में उत्कृष्ट प्रदर्शन करने वाले स्वयंसेवकों का चयन राष्ट्रीय स्तर पर होगा, जिसके बाद वे दिल्ली में होने वाली राष्ट्रीय परेड में भाग लेने का अवसर प्राप्त करेंगे। चयन प्रक्रिया के बाद कुलपति ने सभी चयनित स्वयंसेवकों को बधाई दी और उनके उज्ज्वल भविष्य की कामना की। उन्होंने कहा कि एनएसएस के माध्यम से युवाओं में सेवा भावना विकसित होती है।	[1198, 1747, 1308, 2002]
left-story1-dropcap: स	[23, 302, 43, 335]
list-item[interactable]	[1441, 1097, 1641, 1108]
train2-col2	[1310, 1289, 1422, 1587]
flights-banner-l1: आज की	[1510, 90, 1571, 113]
list-item[interactable]	[1441, 1058, 1641, 1069]
list-item[interactable]	[1441, 952, 1641, 964]
bullet-icon: ✹	[1442, 158, 1449, 167]
list-item[interactable]	[1441, 709, 1641, 720]
union-protest-photo	[614, 1310, 789, 1440]
parking-headline-l2: का काम तेज	[1141, 157, 1297, 197]
train1-text-col1: वाली और छठ पर्व पर यात्रियों की अत्यधिक भीड़ को ध्यान में रखते हुए रेलवे ने लुधियाना और सुपौल के बीच एक अनारक्षित पूजा विशेष गाड़ी चलाने का निर्णय लिया है। यह ट्रेन विशेष रूप से उन श्रमिकों और प्रवासियों के लिए संचालित की जाएगी, जिनके पास आरक्षित टिकट नहीं है। इस ट्रेन के चलने से पंजाब से बिहार आने वाले यात्रियों को बड़ी राहत मिलेगी। रेलवे जानकारी के अनुसार, ट्रेन संख्या 04656 लुधियाना-सुपौल पूजा विशेष गाड़ी 22, 23 और 24 अक्टूबर को लुधियाना से दिन में 11:30 बजे प्रस्थान करेगी।	[1014, 811, 1203, 931]
list-item[interactable]	[1441, 656, 1641, 667]
indian-railways-logo	[1164, 1287, 1298, 1421]
bullet-icon: ✹	[1442, 1006, 1449, 1016]
diwali-dropcap: वि	[430, 1322, 454, 1356]
left-story1-headline-l2: सुनी गयी जनसमस्या	[117, 232, 323, 264]
bullet-icon: ✹	[1442, 866, 1449, 875]
vc-quote-box	[1315, 1742, 1422, 1931]
left-story1-text: दर तहसील में आयोजित तहसील दिवस के अवसर पर जिलाधिकारी और वरिष्ठ पुलिस अधीक्षक ने जनसमस्याओं की सीधी सुनवाई की। दोनों तोहीं अधिकारियों ने फरियादियों से एक-एक कर शिकायतें सुनीं और त्वरित निस्तारण के निर्देश संबंधित विभागों को दिए। इस दौरान राजस्व, पुलिस, विकास और स्वास्थ्य से संबंधित कई मामले सामने आए। जिलाधिकारी ने कहा कि शिकायतों की गंभीरता को देखते हुए संबंधित विभाग के अधिकारियों को समयबद्ध कार्रवाई करने के निर्देश दिए जाते हैं। उन्होंने स्पष्ट किया कि शिकायतों का निस्तारण केवल कागजों पर नहीं, बल्कि मौके पर जाकर किया जाना चाहिए। इसके लिए संबंधित विभाग का पूर्ण उत्तरदायित्व होगा। उन्होंने अधिकारियों को चेतावनी दी कि जनसमस्याओं के समाधान में किसी भी प्रकार की लापरवाही बर्दाश्त नहीं की जाएगी। प्रभावी कार्रवाई सुनिश्चित करते हुए समयबद्ध निस्तारण अनिवार्य है। शिकायतकर्ताओं को समय पर सूचना उपलब्ध कराने को भी कहा गया। तहसील दिवस में कुल 86 शिकायतें प्राप्त हुईं, जिनमें से 14 का मौके पर ही निस्तारण कर दिया गया। शेष शिकायतों के लिए समय-सीमा निर्धारित की गई है और संबंधित अधिकारियों को उनकी प्रगति रिपोर्ट प्रस्तुत करने के लिए कहा गया है। इस अवसर पर मुख्य विकास अधिकारी, मुख्य चिकित्सा अधिकारी, अधिशासी अभियंता विद्युत, खंड विकास अधिकारी सहित अन्य विभागों के अधिकारी उपस्थित रहे, ताकि शिकायतों का मौके पर ही निस्तारण संभव हो सके।	[23, 306, 226, 589]
train2-headline: लुधियाना-कटिहार पूजा स्पेशल	[1066, 1215, 1371, 1247]
press-logo-1	[32, 2179, 68, 2225]
bullet-icon: ✹	[1442, 966, 1449, 976]
list-item[interactable]	[1441, 979, 1641, 990]
diwali-col1	[430, 1310, 603, 1714]
lead-col3	[817, 435, 996, 886]
train2-byline: निर्भीक इंडिया, संवाददाता	[1045, 1291, 1122, 1301]
list-item-label: 6E 5036/5052 आईजीओ ए320एन दिल्ली 09:30 दिल्ली 10:10	[1454, 157, 1637, 166]
tab-temperature-label: गोरखपुर का तापमान	[42, 12, 149, 27]
list-item[interactable]	[1441, 825, 1641, 837]
train1-col2	[1215, 795, 1422, 1210]
list-item-label: लौकी: ₹1375.00 प्रति क्विंटल | ₹25.00 प्रति किलोग्राम	[1454, 1137, 1613, 1146]
bullet-icon: ✹	[1442, 1151, 1449, 1160]
trains-col1	[430, 970, 616, 1196]
bullet-icon: ✹	[1442, 246, 1449, 256]
list-item-label: एसजी 2451/2932 एसईजे क्यू400 दिल्ली 15:45 दिल्ली 16:10	[1454, 232, 1632, 242]
press-logo-caption-1: PRESS	[43, 2218, 57, 2222]
cartoon-caption-l2: कार्रवाई	[316, 148, 377, 172]
lead-byline: निर्भीक इंडिया, संवाददाता	[485, 265, 562, 274]
list-item[interactable]	[1441, 748, 1641, 759]
list-item-label: धान कॉमन: ₹2290.00 प्रति क्विंटल	[1454, 657, 1556, 666]
bullet-icon: ✹	[1442, 1164, 1449, 1173]
list-item-label: शिमला मिर्च: ₹3650.00 प्रति क्विंटल | ₹70.00 प्रति किलोग्राम	[1454, 1097, 1630, 1107]
edition-date: गोरखपुर, दिनांक 19 अक्टूबर 2025	[1358, 56, 1500, 68]
trains-col3	[817, 970, 996, 1196]
footer-bar-2[interactable]	[438, 2168, 754, 2236]
lead-col2	[630, 435, 805, 886]
list-item[interactable]	[1441, 219, 1641, 231]
list-item[interactable]	[1441, 682, 1641, 694]
bullet-icon: ✹	[1442, 1032, 1449, 1042]
market-rates-list[interactable]	[1436, 651, 1645, 2166]
aqi-value: एक्यूआई -162	[471, 41, 515, 51]
list-item-label: पालक: ₹5525.00 प्रति क्विंटल | ₹100.00 प्रति किलोग्राम	[1454, 1163, 1619, 1172]
footer-bar-1[interactable]	[19, 2168, 335, 2236]
left-story1-col1	[23, 289, 226, 737]
diwali-headline-l1: दिवाली पर निर्बाध	[515, 1214, 695, 1245]
bullet-icon: ✹	[1442, 671, 1449, 680]
temperature-readout	[32, 33, 157, 67]
parking-col1	[1014, 253, 1193, 656]
press-logo-caption-2: PRESS	[462, 2218, 476, 2222]
nss-dropcap: दि	[1014, 1757, 1037, 1791]
bullet-icon: ✹	[1442, 697, 1449, 706]
bullet-icon: ✹	[1442, 233, 1449, 243]
bullet-icon: ✹	[1442, 184, 1449, 193]
list-item[interactable]	[1441, 888, 1641, 911]
edition-name: निर्भीक इंडिया हिंदी दैनिक	[1378, 39, 1480, 51]
tab-weather[interactable]	[180, 5, 329, 32]
list-item-label: क्यूपी 1880/1881 एकेजे बी737-8मैक्स बेंगलुरु 14:05 दिल्ली 14:50	[1454, 196, 1626, 217]
press-logo-caption-4: PRESS	[1251, 2218, 1265, 2222]
diwali-byline: निर्भीक इंडिया, संवाददाता	[478, 1312, 555, 1322]
list-item-label: गोभी: ₹1725.00 प्रति क्विंटल | ₹35.00 प्रति किलोग्राम	[1454, 1058, 1611, 1067]
list-item-label: धनिया: ₹1675.00 प्रति क्विंटल | ₹35.00 प्रति किलोग्राम	[1454, 1018, 1615, 1028]
list-item[interactable]	[1441, 992, 1641, 1003]
aqi-status: (ठीक-ठाक है)	[473, 52, 513, 61]
bullet-icon: ✹	[1442, 813, 1449, 823]
list-item-label: हरी मिर्च: ₹2700.00 प्रति क्विंटल | ₹45.00 प्रति किलोग्राम	[1454, 992, 1620, 1001]
bullet-icon: ✹	[1442, 658, 1449, 666]
train1-col1	[1014, 795, 1203, 1210]
list-item[interactable]	[1441, 913, 1641, 924]
lead-text-col3: आयोजन किया गया। स्थान चंद्र और नगर आयुक्त की मौजूदगी में लोगों ने सहयोग का संकल्प लिया। प्रशासन ने महानगर की जनता से अपील की है कि त्योहारों की सफाई में निकलने वाली ऐसी वस्तुओं को जिनका उपयोग घर पर नहीं है, उन्हें निर्धारित सेंटर पर जमा करवाया जाए ताकि उनकी मरम्मत कर जरूरतमंदों को दिया जा सके। इस मौके पर नगर आयुक्त ने कहा कि स्वच्छता केवल नगर निगम की जिम्मेदारी नहीं बल्कि हर नागरिक का कर्तव्य है। इस मौके पर 3R सेंटरों के बारे में जागरूकता फैलाने के लिए ब्रोशर भी वितरित किए गए। महापौर डॉ. मंगलेश श्रीवास्तव, अतिरिक्त नगर आयुक्त, अपर नगर आयुक्त, जोनल अधिकारी, सफाई निरीक्षक राम दिनेश पाल, नगर निगम की आईटी टीम सहित बड़ी संख्या में पार्षद और स्वच्छता मित्र उपस्थित रहे। इस मौके पर 3R सेंटरों के बारे में जागरूकता फैलाने के लिए नुक्कड़ नाटक का भी आयोजन किया गया।	[817, 437, 996, 638]
